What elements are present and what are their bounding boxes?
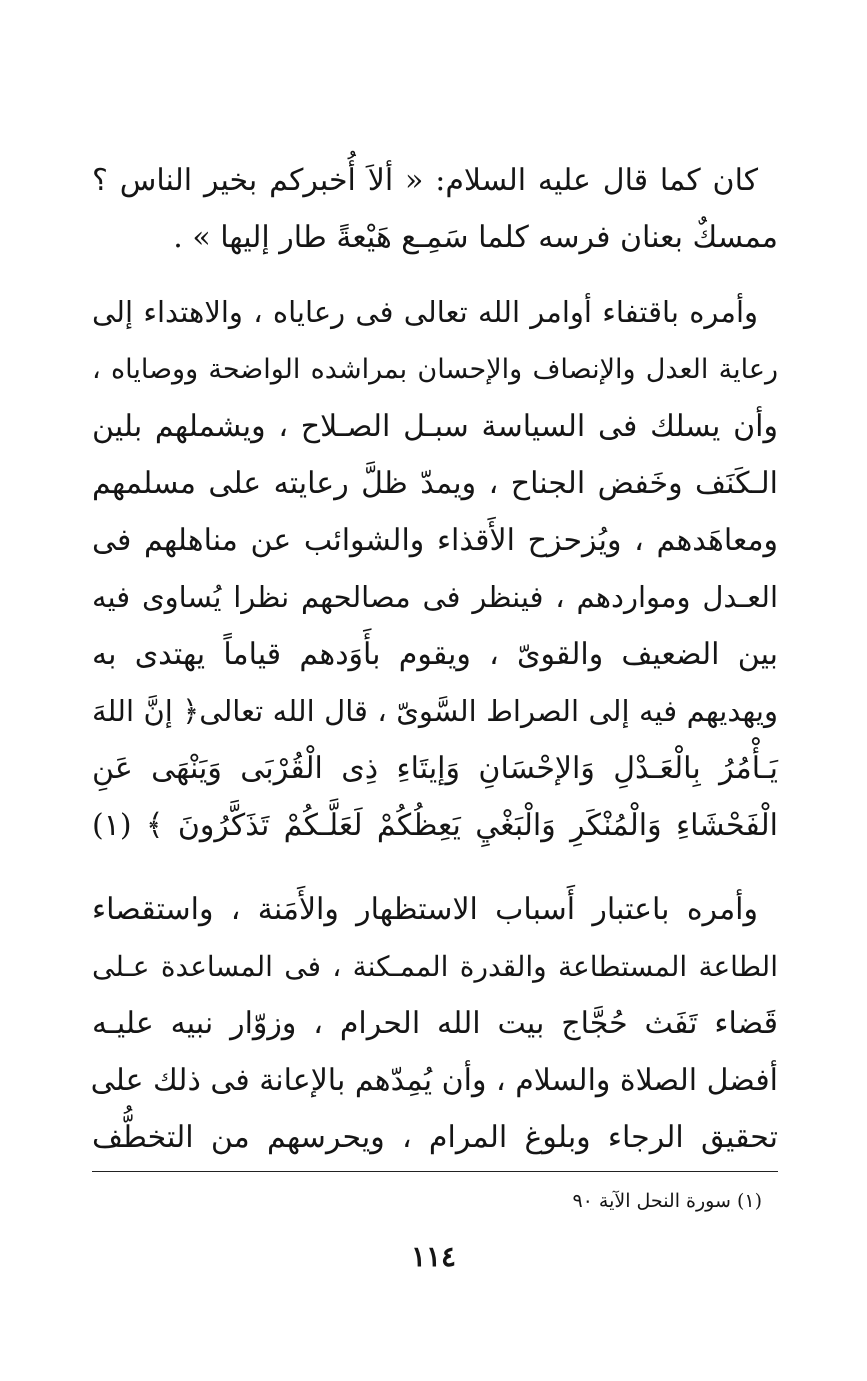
paragraph-2 — [92, 284, 778, 854]
text-line: أفضل الصلاة والسلام ، وأن يُمِدّهم بالإعانة فى ذلك على — [90, 1063, 778, 1098]
text-line: تحقيق الرجاء وبلوغ المرام ، ويحرسهم من التخطُّف — [92, 1120, 778, 1155]
text-line: ممسكٌ بعنان فرسه كلما سَمِـع هَيْعةً طار إليها » . — [173, 220, 778, 255]
quran-verse-line: يَـأْمُرُ بِالْعَـدْلِ وَالإحْسَانِ وَإيتَاءِ ذِى الْقُرْبَى وَيَنْهَى عَنِ — [92, 751, 778, 786]
text-line: الـكَنَف وخَفض الجناح ، ويمدّ ظلَّ رعايته على مسلمهم — [92, 466, 778, 501]
text-line: كان كما قال عليه السلام: « ألاَ أُخبركم بخير الناس ؟ — [92, 163, 758, 198]
text-line: وأمره باعتبار أَسباب الاستظهار والأَمَنة ، واستقصاء — [92, 892, 758, 927]
page-number: ١١٤ — [410, 1240, 457, 1273]
text-line: ويهديهم فيه إلى الصراط السَّوىّ ، قال الله تعالى﴿ إنَّ اللهَ — [92, 694, 778, 728]
paragraph-1 — [92, 152, 778, 266]
text-line: العـدل ومواردهم ، فينظر فى مصالحهم نظرا يُساوى فيه — [92, 580, 778, 614]
text-line: رعاية العدل والإنصاف والإحسان بمراشده الواضحة ووصاياه ، — [92, 354, 778, 385]
text-line: الطاعة المستطاعة والقدرة الممـكنة ، فى المساعدة عـلى — [92, 950, 778, 983]
text-line: وأن يسلك فى السياسة سبـل الصـلاح ، ويشملهم بلين — [92, 409, 778, 444]
text-line: بين الضعيف والقوىّ ، ويقوم بأَوَدهم قياماً يهتدى به — [92, 637, 778, 672]
footnote: (١) سورة النحل الآية ٩٠ — [572, 1190, 762, 1212]
text-line: ومعاهَدهم ، ويُزحزح الأَقذاء والشوائب عن مناهلهم فى — [92, 523, 778, 558]
text-line: قَضاء تَفَث حُجَّاج بيت الله الحرام ، وزوّار نبيه عليـه — [92, 1006, 778, 1041]
footnote-divider — [92, 1171, 778, 1172]
paragraph-3 — [92, 881, 778, 1166]
text-line: وأمره باقتفاء أوامر الله تعالى فى رعاياه ، والاهتداء إلى — [92, 295, 758, 329]
quran-verse-line: الْفَحْشَاءِ وَالْمُنْكَرِ وَالْبَغْيِ يَعِظُكُمْ لَعَلَّـكُمْ تَذَكَّرُونَ ﴾ (١) — [92, 808, 778, 843]
